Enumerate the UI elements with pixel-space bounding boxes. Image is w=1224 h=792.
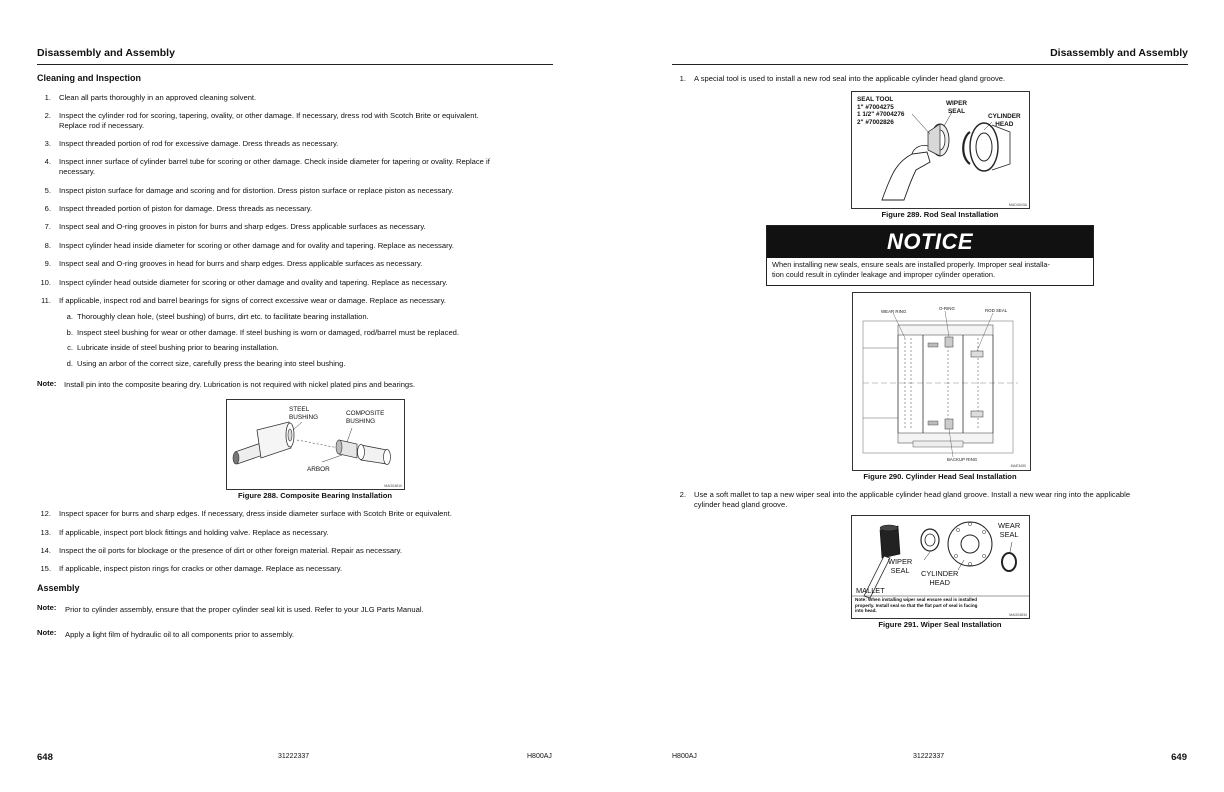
label-wear-seal: WEAR SEAL <box>998 521 1021 539</box>
figure-wiper-seal <box>851 515 1030 619</box>
sub-list-item: c. Lubricate inside of steel bushing prior to bearing installation. <box>67 343 279 352</box>
list-item: 6. Inspect threaded portion of piston for damage. Dress threads as necessary. <box>44 204 313 213</box>
note-label: Note: <box>37 603 57 612</box>
note-text: Apply a light film of hydraulic oil to all components prior to assembly. <box>65 630 295 639</box>
sub-list-item: b. Inspect steel bushing for wear or other damage. If steel bushing is worn or damaged, rod/barrel must be replaced. <box>66 328 460 337</box>
note-text: Install pin into the composite bearing dry. Lubrication is not required with nickel plated pins and bearings. <box>64 380 416 389</box>
list-item: 9. Inspect seal and O-ring grooves in head for burrs and sharp edges. Dress applicable surfaces as necessary. <box>44 259 423 268</box>
figure-note: Note: When installing wiper seal ensure seal is installed properly. Install seal so that the flat part of seal is facing into head. <box>855 597 978 614</box>
label-wear-ring: WEAR RING <box>881 309 907 314</box>
label-steel-bushing: STEEL BUSHING <box>289 406 319 421</box>
list-item: 2. Inspect the cylinder rod for scoring, tapering, ovality, or other damage. If necessary, dress rod with Scotch Brite or equivalent. Replace rod if necessary. <box>44 111 479 130</box>
list-item: 8. Inspect cylinder head inside diameter for scoring or other damage and for ovality and tapering. Replace as necessary. <box>44 241 454 250</box>
label-rod-seal: ROD SEAL <box>985 308 1008 313</box>
right-page <box>612 0 1224 792</box>
list-item: 11. If applicable, inspect rod and barrel bearings for signs of correct excessive wear or damage. Replace as necessary. <box>41 296 446 305</box>
list-item: 4. Inspect inner surface of cylinder barrel tube for scoring or other damage. Check inside diameter for tapering or ovality. Replace if necessary. <box>44 157 490 176</box>
list-item: 1. A special tool is used to install a new rod seal into the applicable cylinder head gland groove. <box>679 74 1006 83</box>
list-item: 5. Inspect piston surface for damage and scoring and for distortion. Dress piston surface or replace piston as necessary. <box>44 186 454 195</box>
header-rule <box>672 64 1188 65</box>
note-pin <box>37 379 557 389</box>
model-number: H800AJ <box>527 753 552 760</box>
figure-code: MAO04834 <box>1009 613 1027 617</box>
figure-rod-seal <box>851 91 1030 209</box>
figure-composite-bearing <box>226 399 405 490</box>
label-mallet: MALLET <box>856 586 885 595</box>
label-composite-bushing: COMPOSITE BUSHING <box>346 410 385 425</box>
figure-code: MAO4043A <box>1008 203 1027 207</box>
notice-title: NOTICE <box>767 226 1093 258</box>
document-number: 31222337 <box>278 753 310 760</box>
label-arbor: ARBOR <box>307 466 330 473</box>
list-item: 2. Use a soft mallet to tap a new wiper seal into the applicable cylinder head gland groove. Install a new wear ring into the applicable cylinder head gland groove. <box>679 490 1131 509</box>
list-item: 1. Clean all parts thoroughly in an approved cleaning solvent. <box>44 93 257 102</box>
header-rule <box>37 64 553 65</box>
figure-caption: Figure 288. Composite Bearing Installation <box>237 491 392 500</box>
figure-code: MAE3490 <box>1010 464 1026 468</box>
label-backup-ring: BACKUP RING <box>947 457 978 462</box>
notice-text: When installing new seals, ensure seals are installed properly. Improper seal installa- tion could result in cylinder leakage and improper cylinder operation. <box>772 260 1050 279</box>
page-number: 649 <box>1171 752 1187 763</box>
figure-caption: Figure 291. Wiper Seal Installation <box>878 620 1002 629</box>
section-heading-cleaning: Cleaning and Inspection <box>37 73 142 83</box>
list-item: 15. If applicable, inspect piston rings for cracks or other damage. Replace as necessary. <box>40 564 343 573</box>
page-number: 648 <box>37 752 53 763</box>
cylinder-head-cross-section <box>853 293 1030 470</box>
note-label: Note: <box>37 628 57 637</box>
page-header: Disassembly and Assembly <box>1050 47 1188 59</box>
page-header: Disassembly and Assembly <box>37 47 175 59</box>
note-text: Prior to cylinder assembly, ensure that the proper cylinder seal kit is used. Refer to your JLG Parts Manual. <box>65 605 424 614</box>
figure-caption: Figure 289. Rod Seal Installation <box>881 210 999 219</box>
list-item: 10. Inspect cylinder head outside diameter for scoring or other damage and ovality and tapering. Replace as necessary. <box>40 278 448 287</box>
model-number: H800AJ <box>672 753 697 760</box>
label-cylinder-head: CYLINDER HEAD <box>988 113 1021 128</box>
sub-list-item: d. Using an arbor of the correct size, carefully press the bearing into steel bushing. <box>66 359 346 368</box>
note-hydraulic-oil <box>37 628 557 638</box>
label-wiper-seal: WIPER SEAL <box>946 100 967 115</box>
label-cylinder-head: CYLINDER HEAD <box>921 569 959 587</box>
label-o-ring: O-RING <box>939 306 955 311</box>
label-wiper-seal: WIPER SEAL <box>888 557 913 575</box>
figure-code: MAO04810 <box>384 484 402 488</box>
sub-list-item: a. Thoroughly clean hole, (steel bushing) of burrs, dirt etc. to facilitate bearing installation. <box>66 312 369 321</box>
document-number: 31222337 <box>913 753 945 760</box>
list-item: 3. Inspect threaded portion of rod for excessive damage. Dress threads as necessary. <box>44 139 339 148</box>
list-item: 14. Inspect the oil ports for blockage or the presence of dirt or other foreign material. Repair as necessary. <box>40 546 403 555</box>
section-heading-assembly: Assembly <box>37 583 80 593</box>
label-seal-tool: SEAL TOOL 1" #7004275 1 1/2" #7004276 2" #7002826 <box>857 96 905 126</box>
list-item: 7. Inspect seal and O-ring grooves in piston for burrs and sharp edges. Dress applicable surfaces as necessary. <box>44 222 426 231</box>
list-item: 13. If applicable, inspect port block fittings and holding valve. Replace as necessary. <box>40 528 329 537</box>
list-item: 12. Inspect spacer for burrs and sharp edges. If necessary, dress inside diameter surface with Scotch Brite or equivalent. <box>40 509 452 518</box>
notice-box <box>766 225 1094 286</box>
figure-caption: Figure 290. Cylinder Head Seal Installation <box>863 472 1017 481</box>
note-seal-kit <box>37 603 557 613</box>
figure-cylinder-head-seal <box>852 292 1031 471</box>
note-label: Note: <box>37 379 57 388</box>
